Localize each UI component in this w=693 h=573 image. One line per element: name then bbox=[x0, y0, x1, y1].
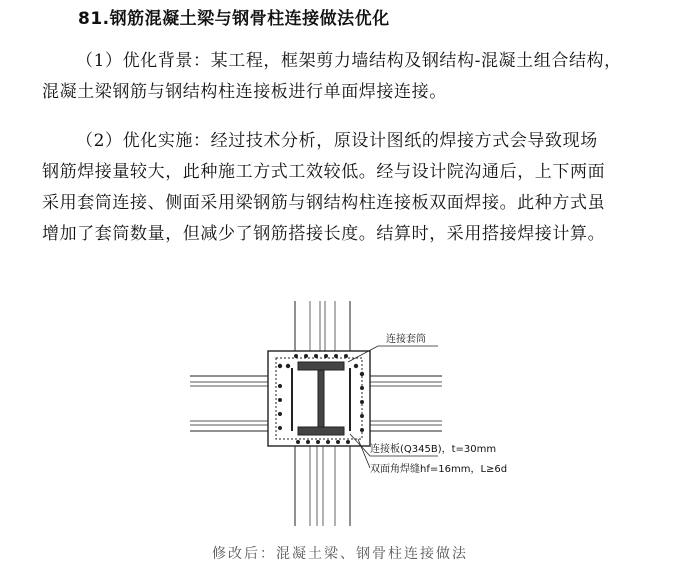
steel-web bbox=[318, 370, 324, 427]
leader-sleeve bbox=[348, 346, 438, 362]
label-weld: 双面角焊缝hf=16mm，L≥6d bbox=[370, 464, 508, 475]
section-heading: 81.钢筋混凝土梁与钢骨柱连接做法优化 bbox=[78, 9, 390, 29]
implementation-line-4: 增加了套筒数量，但减少了钢筋搭接长度。结算时，采用搭接焊接计算。 bbox=[42, 224, 606, 244]
background-line-2: 混凝土梁钢筋与钢结构柱连接板进行单面焊接连接。 bbox=[42, 82, 447, 102]
background-line-1: （1）优化背景：某工程，框架剪力墙结构及钢结构-混凝土组合结构， bbox=[76, 51, 622, 71]
implementation-line-2: 钢筋焊接量较大，此种施工方式工效较低。经与设计院沟通后，上下两面 bbox=[42, 162, 606, 182]
implementation-paragraph bbox=[42, 126, 662, 250]
label-sleeve: 连接套筒 bbox=[386, 334, 426, 345]
steel-flange-top bbox=[298, 362, 344, 370]
label-plate: 连接板(Q345B)，t=30mm bbox=[370, 444, 497, 455]
steel-flange-bottom bbox=[298, 427, 344, 435]
connection-detail-drawing bbox=[180, 296, 508, 536]
implementation-line-3: 采用套筒连接、侧面采用梁钢筋与钢结构柱连接板双面焊接。此种方式虽 bbox=[42, 193, 606, 213]
background-paragraph bbox=[42, 46, 662, 108]
implementation-line-1: （2）优化实施：经过技术分析，原设计图纸的焊接方式会导致现场 bbox=[76, 131, 598, 151]
figure-caption: 修改后：混凝土梁、钢骨柱连接做法 bbox=[212, 546, 468, 562]
drawing-svg bbox=[180, 296, 508, 536]
